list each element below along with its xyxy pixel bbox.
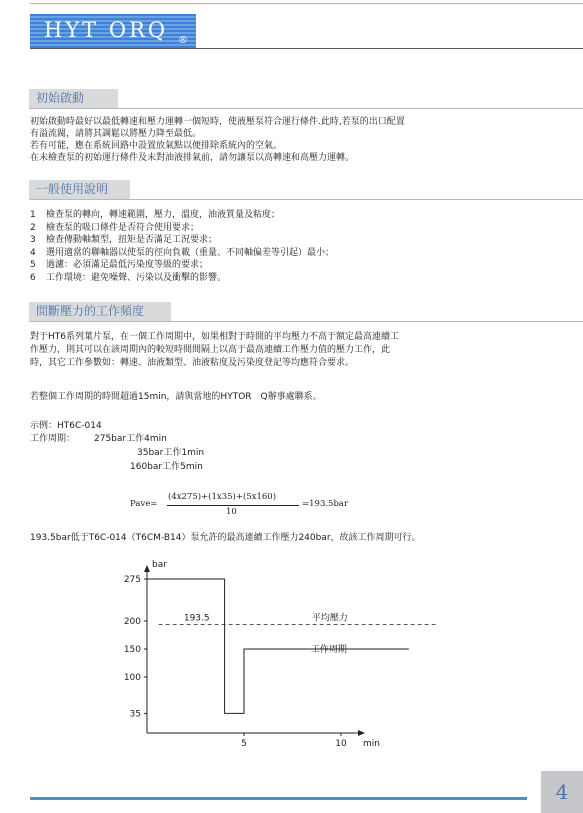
cycle-line: 35bar工作1min xyxy=(137,448,205,458)
list-item: 1 檢查泵的轉向，轉速範圍，壓力，溫度，油液質量及粘度； xyxy=(30,210,281,220)
y-axis-label: bar xyxy=(152,560,167,570)
formula-result: =193.5bar xyxy=(302,499,349,509)
section-rule xyxy=(29,108,583,109)
work-cycle-label: 工作周期 xyxy=(310,645,347,655)
y-tick-label: 100 xyxy=(123,673,141,683)
x-tick-label: 10 xyxy=(335,739,347,749)
text-line: 作壓力，則其可以在該周期內的較短時間間隔上以高于最高連續工作壓力值的壓力工作，此 xyxy=(30,345,391,355)
series-line-work-cycle xyxy=(147,579,409,713)
top-rule xyxy=(30,3,583,4)
cycle-line: 275bar工作4min xyxy=(94,434,167,444)
y-tick-label: 275 xyxy=(123,575,141,585)
header-rule xyxy=(30,48,583,49)
y-tick-label: 35 xyxy=(129,709,141,720)
x-axis-arrow xyxy=(358,730,365,736)
average-pressure-value: 193.5 xyxy=(183,613,210,624)
intermittent-paragraph xyxy=(30,331,560,370)
y-axis-arrow xyxy=(144,565,150,572)
section-rule xyxy=(29,199,583,200)
general-list xyxy=(30,209,334,284)
list-item: 4 選用適當的聯軸器以使泵的徑向負載（重量、不同軸偏差等引起）最小； xyxy=(30,247,335,258)
section-title-startup: 初始啟動 xyxy=(29,89,118,108)
section-title-general: 一般使用說明 xyxy=(29,180,130,199)
list-item: 6 工作環境：避免噪聲、污染以及衝擊的影響。 xyxy=(30,272,227,283)
list-item: 2 檢查泵的吸口條件是否符合使用要求； xyxy=(30,222,200,233)
text-line: 在未檢查泵的初始運行條件及未對油液排氣前，請勿讓泵以高轉速和高壓力運轉。 xyxy=(30,153,355,163)
text-line: 若有可能，應在系統回路中設置放氣點以便排除系統內的空氣。 xyxy=(30,141,283,151)
logo-text: HYT ORQ xyxy=(44,18,169,42)
text-line: 對于HT6系列葉片泵，在一個工作周期中，如果相對于時間的平均壓力不高于額定最高連續工 xyxy=(30,332,399,342)
list-item: 3 檢查傳動軸類型，扭矩是否滿足工況要求； xyxy=(30,235,218,245)
startup-paragraph xyxy=(30,116,560,164)
y-tick-label: 200 xyxy=(123,617,141,627)
list-item: 5 過濾：必須滿足最低污染度等級的要求； xyxy=(30,260,209,270)
page-number: 4 xyxy=(541,771,583,813)
brand-logo xyxy=(30,14,196,48)
section-rule xyxy=(29,321,583,322)
footer-rule xyxy=(30,797,527,800)
cycle-label: 工作周期： xyxy=(30,434,76,444)
cycle-line: 160bar工作5min xyxy=(130,462,203,472)
section-title-intermittent: 間斷壓力的工作頻度 xyxy=(29,302,171,321)
y-tick-label: 150 xyxy=(123,645,141,655)
formula-lhs: Pave= xyxy=(130,499,158,509)
fraction-bar xyxy=(167,505,299,506)
text-line: 有溢流閥，請將其調鬆以將壓力降至最低。 xyxy=(30,129,202,139)
formula-numerator: (4x275)+(1x35)+(5x160) xyxy=(168,492,277,502)
average-pressure-label: 平均壓力 xyxy=(311,613,348,624)
conclusion-text: 193.5bar低于T6C-014（T6CM-B14）泵允許的最高連續工作壓力240bar，故該工作周期可行。 xyxy=(30,533,421,543)
text-line: 時，其它工作參數如：轉速、油液類型、油液粘度及污染度登記等均應符合要求。 xyxy=(30,358,355,368)
registered-mark: ® xyxy=(178,35,188,46)
formula-denominator: 10 xyxy=(226,507,237,517)
contact-note: 若整個工作周期的時間超過15min，請與當地的HYTOR Q辦事處聯系。 xyxy=(30,392,322,402)
x-tick-label: 5 xyxy=(241,739,247,749)
x-axis-label: min xyxy=(363,739,380,749)
example-label: 示例：HT6C-014 xyxy=(30,421,102,431)
text-line: 初始啟動時最好以最低轉速和壓力運轉一個短時，使液壓泵符合運行條件.此時,若泵的出口配置 xyxy=(30,117,405,127)
